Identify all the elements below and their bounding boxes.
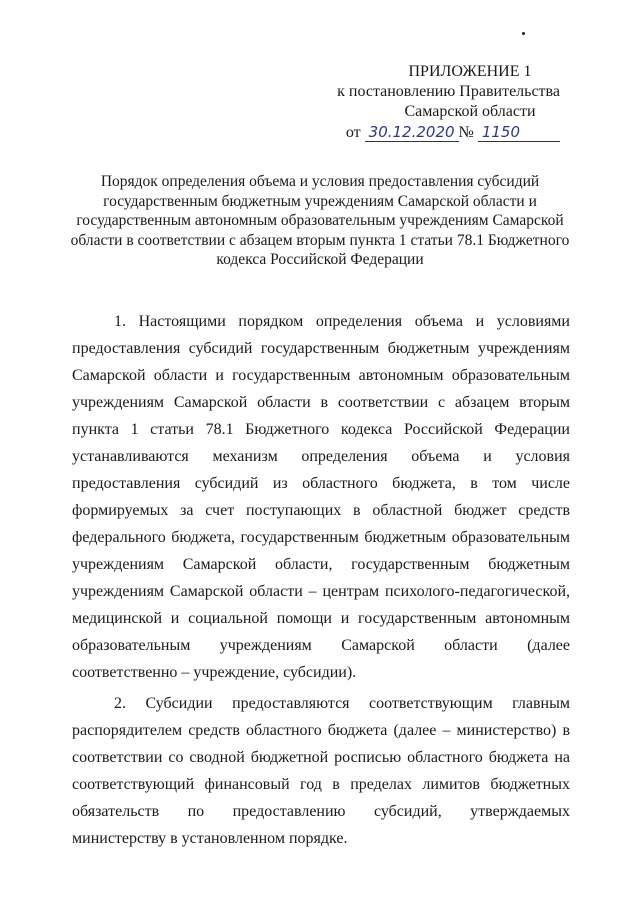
document-body	[72, 308, 570, 856]
date-prefix: от	[345, 124, 361, 141]
appendix-line-1: к постановлению Правительства	[337, 83, 560, 100]
paragraph-2: 2. Субсидии предоставляются соответствующим главным распорядителем средств областного бюджета (далее – министерство) в соответствии со сводной бюджетной росписью областного бюджета на соответствующий финансовый год в пределах лимитов бюджетных обязательств по предоставлению субсидий, утверждаемых министерству в установленном порядке.	[72, 695, 570, 847]
scan-dot	[522, 32, 525, 35]
appendix-title: ПРИЛОЖЕНИЕ 1	[408, 63, 532, 80]
appendix-block	[320, 62, 560, 143]
document-title: Порядок определения объема и условия предоставления субсидий государственным бюджетным учреждениям Самарской области и государственным автономным образовательным учреждениям Самарской области в соответствии с абзацем вторым пункта 1 статьи 78.1 Бюджетного кодекса Российской Федерации	[70, 173, 570, 268]
number-prefix: №	[458, 124, 474, 141]
handwritten-number: 1150	[478, 123, 560, 142]
appendix-line-2: Самарской области	[404, 103, 536, 120]
paragraph-1: 1. Настоящими порядком определения объема и условиями предоставления субсидий государственным бюджетным учреждениям Самарской области и государственным автономным образовательным учреждениям Самарской области в соответствии с абзацем вторым пункта 1 статьи 78.1 Бюджетного кодекса Российской Федерации устанавливаются механизм определения объема и условия предоставления субсидий из областного бюджета, в том числе формируемых за счет поступающих в областной бюджет средств федерального бюджета, государственным бюджетным образовательным учреждениям Самарской области, государственным бюджетным учреждениям Самарской области – центрам психолого-педагогической, медицинской и социальной помощи и государственным автономным образовательным учреждениям Самарской области (далее соответственно – учреждение, субсидии).	[72, 313, 570, 681]
appendix-date-line	[320, 122, 560, 143]
handwritten-date: 30.12.2020	[365, 123, 459, 142]
